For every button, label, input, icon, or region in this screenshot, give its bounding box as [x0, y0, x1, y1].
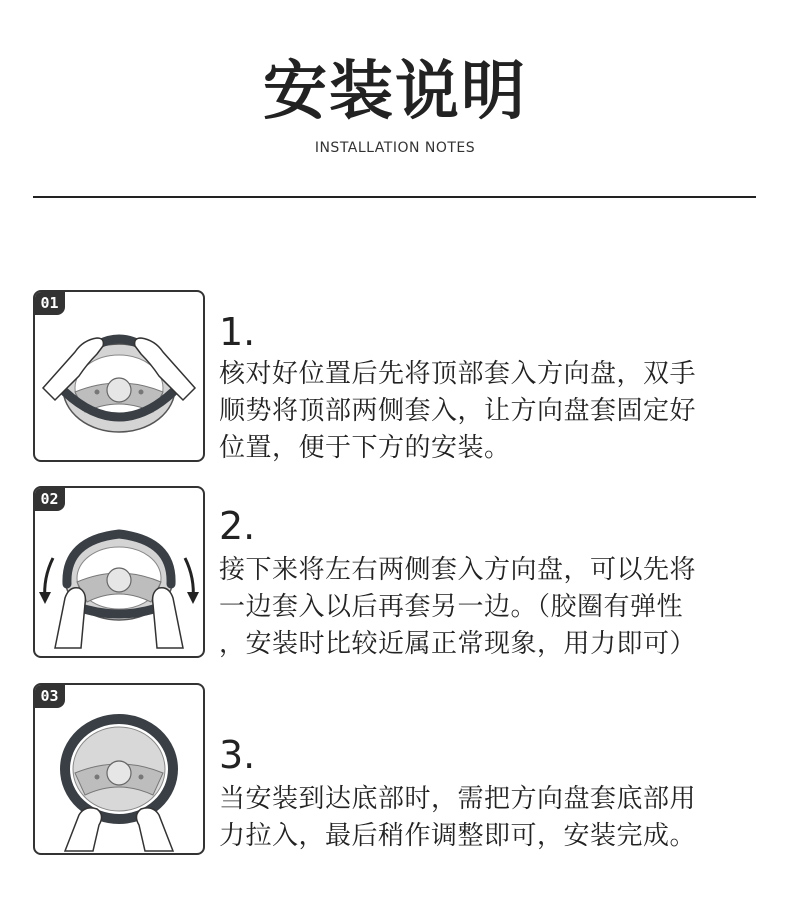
page-title: 安装说明: [263, 55, 527, 129]
step-1: [33, 290, 756, 462]
step-description-line: ，安装时比较近属正常现象，用力即可）: [219, 629, 697, 659]
step-description-line: 接下来将左右两侧套入方向盘，可以先将: [219, 555, 697, 585]
step-description-line: 当安装到达底部时，需把方向盘套底部用: [219, 784, 697, 814]
step-number: 3.: [219, 733, 256, 777]
step-illustration-frame: [33, 486, 205, 658]
steering-wheel-sides-install-illustration: [35, 488, 203, 656]
step-description-line: 核对好位置后先将顶部套入方向盘，双手: [219, 359, 697, 389]
step-description-line: 位置，便于下方的安装。: [219, 433, 511, 463]
steering-wheel-top-install-illustration: [35, 292, 203, 460]
step-number: 2.: [219, 504, 256, 548]
step-description: [219, 781, 759, 855]
step-badge: 01: [34, 291, 65, 315]
step-description: [219, 552, 759, 663]
step-badge: 03: [34, 684, 65, 708]
page-subtitle: INSTALLATION NOTES: [314, 140, 476, 156]
step-description: [219, 356, 759, 467]
step-illustration-frame: [33, 290, 205, 462]
step-description-line: 顺势将顶部两侧套入，让方向盘套固定好: [219, 396, 697, 426]
step-badge: 02: [34, 487, 65, 511]
steering-wheel-bottom-install-illustration: [35, 685, 203, 853]
divider: [33, 196, 756, 198]
step-3: [33, 683, 756, 855]
step-description-line: 一边套入以后再套另一边。（胶圈有弹性: [219, 592, 684, 622]
step-2: [33, 486, 756, 658]
step-number: 1.: [219, 310, 256, 354]
step-illustration-frame: [33, 683, 205, 855]
step-description-line: 力拉入，最后稍作调整即可，安装完成。: [219, 821, 697, 851]
